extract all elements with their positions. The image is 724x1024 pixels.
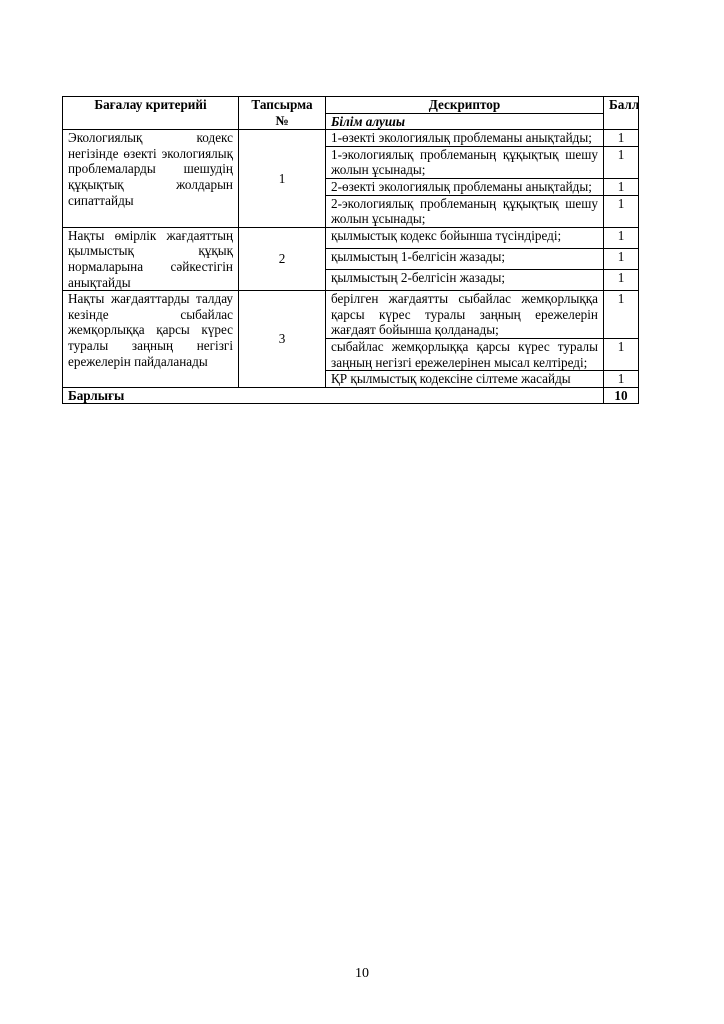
criterion-cell: Нақты жағдаяттарды талдау кезінде сыбайлас жемқорлыққа қарсы күрес туралы заңның негізгі ережелерін пайдаланады [63, 291, 239, 388]
total-label: Барлығы [63, 387, 604, 404]
task-number-cell: 3 [239, 291, 326, 388]
score-cell: 1 [604, 130, 639, 147]
score-cell: 1 [604, 338, 639, 370]
header-row [63, 97, 639, 114]
criterion-cell: Экологиялық кодекс негізінде өзекті экологиялық проблемаларды шешудің құқықтық жолдарын сипаттайды [63, 130, 239, 228]
table-row [63, 130, 639, 147]
table-row [63, 291, 639, 339]
total-row [63, 387, 639, 404]
descriptor-cell: 2-экологиялық проблеманың құқықтық шешу жолын ұсынады; [326, 195, 604, 227]
score-cell: 1 [604, 291, 639, 339]
header-descriptor: Дескриптор [326, 97, 604, 114]
score-cell: 1 [604, 146, 639, 178]
header-score: Балл [604, 97, 639, 130]
page-number: 10 [355, 966, 369, 981]
total-value: 10 [604, 387, 639, 404]
criterion-cell: Нақты өмірлік жағдаяттың қылмыстық құқық нормаларына сәйкестігін анықтайды [63, 227, 239, 290]
header-criterion: Бағалау критерийі [63, 97, 239, 130]
descriptor-cell: берілген жағдаятты сыбайлас жемқорлыққа қарсы күрес туралы заңның ережелерін жағдаят бойынша қолданады; [326, 291, 604, 339]
descriptor-cell: 2-өзекті экологиялық проблеманы анықтайды; [326, 178, 604, 195]
table-row [63, 227, 639, 248]
task-number-cell: 2 [239, 227, 326, 290]
descriptor-cell: қылмыстың 2-белгісін жазады; [326, 270, 604, 291]
descriptor-cell: сыбайлас жемқорлыққа қарсы күрес туралы заңның негізгі ережелерінен мысал келтіреді; [326, 338, 604, 370]
score-cell: 1 [604, 371, 639, 388]
header-descriptor-sub: Білім алушы [326, 113, 604, 130]
descriptor-cell: ҚР қылмыстық кодексіне сілтеме жасайды [326, 371, 604, 388]
header-task: Тапсырма № [239, 97, 326, 130]
descriptor-cell: 1-экологиялық проблеманың құқықтық шешу жолын ұсынады; [326, 146, 604, 178]
assessment-rubric-table [62, 96, 639, 404]
score-cell: 1 [604, 270, 639, 291]
descriptor-cell: 1-өзекті экологиялық проблеманы анықтайды; [326, 130, 604, 147]
descriptor-cell: қылмыстық кодекс бойынша түсіндіреді; [326, 227, 604, 248]
score-cell: 1 [604, 178, 639, 195]
descriptor-cell: қылмыстың 1-белгісін жазады; [326, 248, 604, 269]
score-cell: 1 [604, 195, 639, 227]
score-cell: 1 [604, 248, 639, 269]
task-number-cell: 1 [239, 130, 326, 228]
score-cell: 1 [604, 227, 639, 248]
